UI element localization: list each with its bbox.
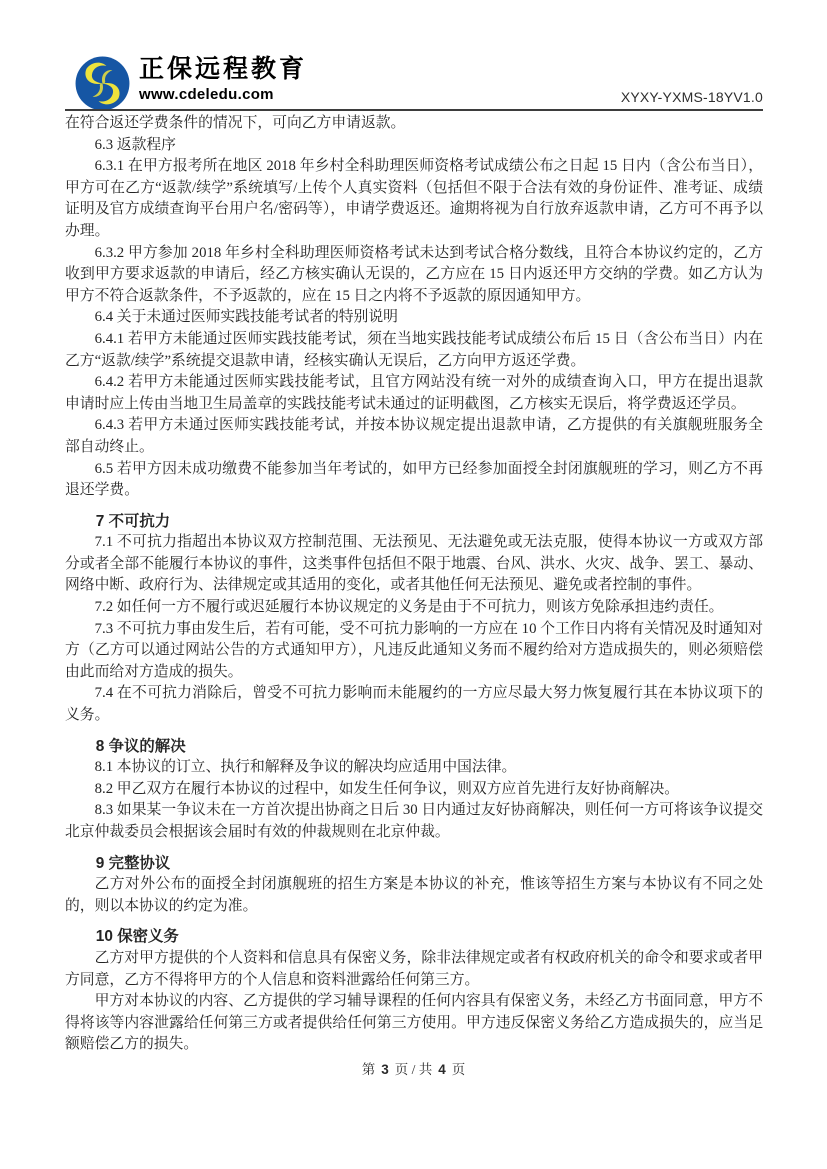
clause-7-3: 7.3 不可抗力事由发生后，若有可能，受不可抗力影响的一方应在 10 个工作日内将有关情况及时通知对方（乙方可以通过网站公告的方式通知甲方），凡违反此通知义务而不履约给对方造成损失的，则必须赔偿由此而给对方造成的损失。 xyxy=(65,620,763,680)
clause-9-body: 乙方对外公布的面授全封闭旗舰班的招生方案是本协议的补充，惟该等招生方案与本协议有不同之处的，则以本协议的约定为准。 xyxy=(65,876,763,914)
section-heading-9: 9 完整协议 xyxy=(95,854,171,872)
clause-7-4: 7.4 在不可抗力消除后，曾受不可抗力影响而未能履约的一方应尽最大努力恢复履行其在本协议项下的义务。 xyxy=(65,685,763,724)
clause-6-3-2: 6.3.2 甲方参加 2018 年乡村全科助理医师资格考试未达到考试合格分数线，且符合本协议约定的，乙方收到甲方要求返款的申请后，经乙方核实确认无误的，乙方应在 15 日内返还甲方交纳的学费。如乙方认为甲方不符合返款条件，不予返款的，应在 15 日之内将不予返款的原因通知甲方。 xyxy=(65,244,763,304)
clause-6-4-2: 6.4.2 若甲方未能通过医师实践技能考试，且官方网站没有统一对外的成绩查询入口，甲方在提出退款申请时应上传由当地卫生局盖章的实践技能考试未通过的证明截图，乙方核实无误后，将学费返还学员。 xyxy=(65,374,763,412)
page-footer xyxy=(0,1058,827,1078)
clause-6-3: 6.3 返款程序 xyxy=(94,136,176,153)
clause-continuation: 在符合返还学费条件的情况下，可向乙方申请返款。 xyxy=(65,115,406,131)
section-heading-10: 10 保密义务 xyxy=(95,928,179,946)
clause-6-3-1: 6.3.1 在甲方报考所在地区 2018 年乡村全科助理医师资格考试成绩公布之日起 15 日内（含公布当日），甲方可在乙方“返款/续学”系统填写/上传个人真实资料（包括但不限于合法有效的身份证件、准考证、成绩证明及官方成绩查询平台用户名/密码等），申请学费返还。逾期将视为自行放弃返款申请，乙方可不再予以办理。 xyxy=(65,158,763,239)
footer-separator: 页 / 共 xyxy=(394,1062,433,1077)
clause-6-5: 6.5 若甲方因未成功缴费不能参加当年考试的，如甲方已经参加面授全封闭旗舰班的学习，则乙方不再退还学费。 xyxy=(65,460,763,499)
brand-block xyxy=(139,55,307,105)
contract-body xyxy=(65,113,763,1056)
clause-8-2: 8.2 甲乙双方在履行本协议的过程中，如发生任何争议，则双方应首先进行友好协商解决。 xyxy=(94,780,680,797)
current-page-number: 3 xyxy=(381,1062,389,1077)
clause-7-1: 7.1 不可抗力指超出本协议双方控制范围、无法预见、无法避免或无法克服，使得本协议一方或双方部分或者全部不能履行本协议的事件，这类事件包括但不限于地震、台风、洪水、火灾、战争、罢工、暴动、网络中断、政府行为、法律规定或其适用的变化，或者其他任何无法预见、避免或者控制的事件。 xyxy=(65,534,763,594)
clause-8-1: 8.1 本协议的订立、执行和解释及争议的解决均应适用中国法律。 xyxy=(94,759,517,776)
clause-7-2: 7.2 如任何一方不履行或迟延履行本协议规定的义务是由于不可抗力，则该方免除承担违约责任。 xyxy=(94,599,724,616)
clause-10-body-1: 乙方对甲方提供的个人资料和信息具有保密义务，除非法律规定或者有权政府机关的命令和要求或者甲方同意，乙方不得将甲方的个人信息和资料泄露给任何第三方。 xyxy=(65,949,763,988)
clause-8-3: 8.3 如果某一争议未在一方首次提出协商之日后 30 日内通过友好协商解决，则任何一方可将该争议提交北京仲裁委员会根据该会届时有效的仲裁规则在北京仲裁。 xyxy=(65,802,763,840)
section-heading-7: 7 不可抗力 xyxy=(95,512,171,530)
total-page-number: 4 xyxy=(438,1062,446,1077)
clause-6-4-3: 6.4.3 若甲方未通过医师实践技能考试，并按本协议规定提出退款申请，乙方提供的有关旗舰班服务全部自动终止。 xyxy=(65,417,763,455)
brand-website: www.cdeledu.com xyxy=(139,86,274,103)
clause-6-4-1: 6.4.1 若甲方未能通过医师实践技能考试，须在当地实践技能考试成绩公布后 15 日（含公布当日）内在乙方“返款/续学”系统提交退款申请，经核实确认无误后，乙方向甲方返还学费。 xyxy=(65,330,763,369)
header-divider xyxy=(65,109,763,111)
footer-prefix: 第 xyxy=(361,1062,376,1077)
footer-suffix: 页 xyxy=(451,1062,466,1077)
company-logo-icon xyxy=(75,56,130,111)
brand-name: 正保远程教育 xyxy=(139,55,308,83)
document-code: XYXY-YXMS-18YV1.0 xyxy=(620,89,763,105)
section-heading-8: 8 争议的解决 xyxy=(95,737,186,755)
clause-6-4: 6.4 关于未通过医师实践技能考试者的特别说明 xyxy=(94,309,398,326)
clause-10-body-2: 甲方对本协议的内容、乙方提供的学习辅导课程的任何内容具有保密义务，未经乙方书面同意，甲方不得将该等内容泄露给任何第三方或者提供给任何第三方使用。甲方违反保密义务给乙方造成损失的，应当足额赔偿乙方的损失。 xyxy=(65,993,763,1053)
